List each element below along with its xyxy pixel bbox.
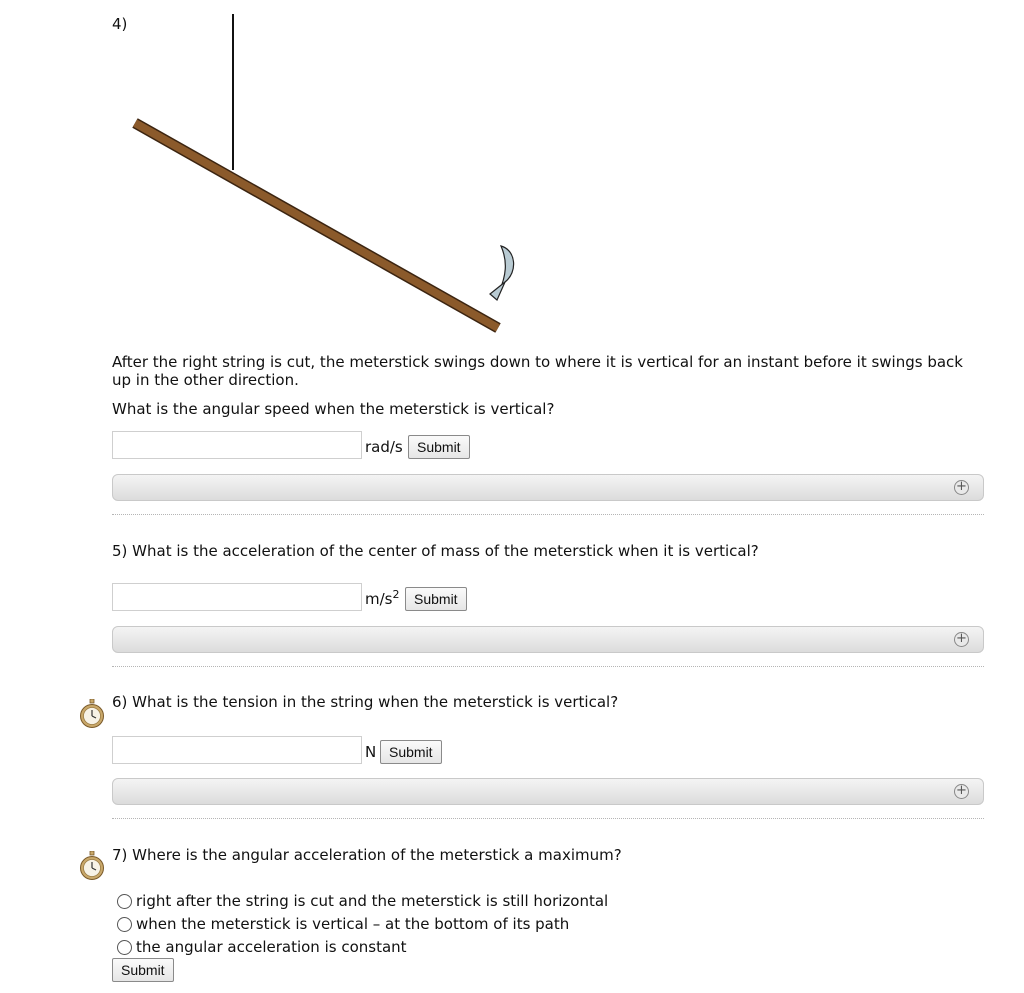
option-row[interactable] bbox=[117, 937, 407, 957]
question-6-submit-button[interactable]: Submit bbox=[380, 740, 442, 764]
stopwatch-icon bbox=[79, 851, 105, 881]
question-4-hint-bar[interactable] bbox=[112, 474, 984, 501]
question-4-prompt: What is the angular speed when the meterstick is vertical? bbox=[112, 400, 555, 418]
acceleration-input[interactable] bbox=[112, 583, 362, 611]
tension-input[interactable] bbox=[112, 736, 362, 764]
option-label: right after the string is cut and the meterstick is still horizontal bbox=[136, 892, 609, 910]
question-5-hint-bar[interactable] bbox=[112, 626, 984, 653]
question-6-prompt: 6) What is the tension in the string when the meterstick is vertical? bbox=[112, 693, 619, 711]
question-4-number: 4) bbox=[112, 15, 128, 33]
option-radio[interactable] bbox=[117, 894, 132, 909]
angular-speed-input[interactable] bbox=[112, 431, 362, 459]
divider bbox=[112, 514, 984, 515]
plus-circle-icon[interactable]: + bbox=[954, 784, 969, 799]
divider bbox=[112, 666, 984, 667]
question-6-hint-bar[interactable] bbox=[112, 778, 984, 805]
question-7-prompt: 7) Where is the angular acceleration of the meterstick a maximum? bbox=[112, 846, 622, 864]
option-radio[interactable] bbox=[117, 917, 132, 932]
option-label: the angular acceleration is constant bbox=[136, 938, 407, 956]
question-5-prompt: 5) What is the acceleration of the center of mass of the meterstick when it is vertical? bbox=[112, 542, 759, 560]
curved-arrow-icon bbox=[490, 246, 514, 300]
stopwatch-icon bbox=[79, 699, 105, 729]
option-label: when the meterstick is vertical – at the bottom of its path bbox=[136, 915, 570, 933]
plus-circle-icon[interactable]: + bbox=[954, 480, 969, 495]
tension-unit: N bbox=[365, 743, 377, 761]
acceleration-unit: $m/s^2$ bbox=[365, 588, 400, 608]
question-4-submit-button[interactable]: Submit bbox=[408, 435, 470, 459]
meterstick-diagram bbox=[120, 10, 520, 340]
question-4-description: After the right string is cut, the meterstick swings down to where it is vertical for an instant before it swings back up in the other direction. bbox=[112, 353, 963, 389]
question-7-submit-button[interactable]: Submit bbox=[112, 958, 174, 982]
angular-speed-unit: rad/s bbox=[365, 438, 403, 456]
question-5-submit-button[interactable]: Submit bbox=[405, 587, 467, 611]
option-row[interactable] bbox=[117, 891, 608, 911]
option-radio[interactable] bbox=[117, 940, 132, 955]
divider bbox=[112, 818, 984, 819]
plus-circle-icon[interactable]: + bbox=[954, 632, 969, 647]
meterstick bbox=[135, 123, 498, 328]
option-row[interactable] bbox=[117, 914, 569, 934]
